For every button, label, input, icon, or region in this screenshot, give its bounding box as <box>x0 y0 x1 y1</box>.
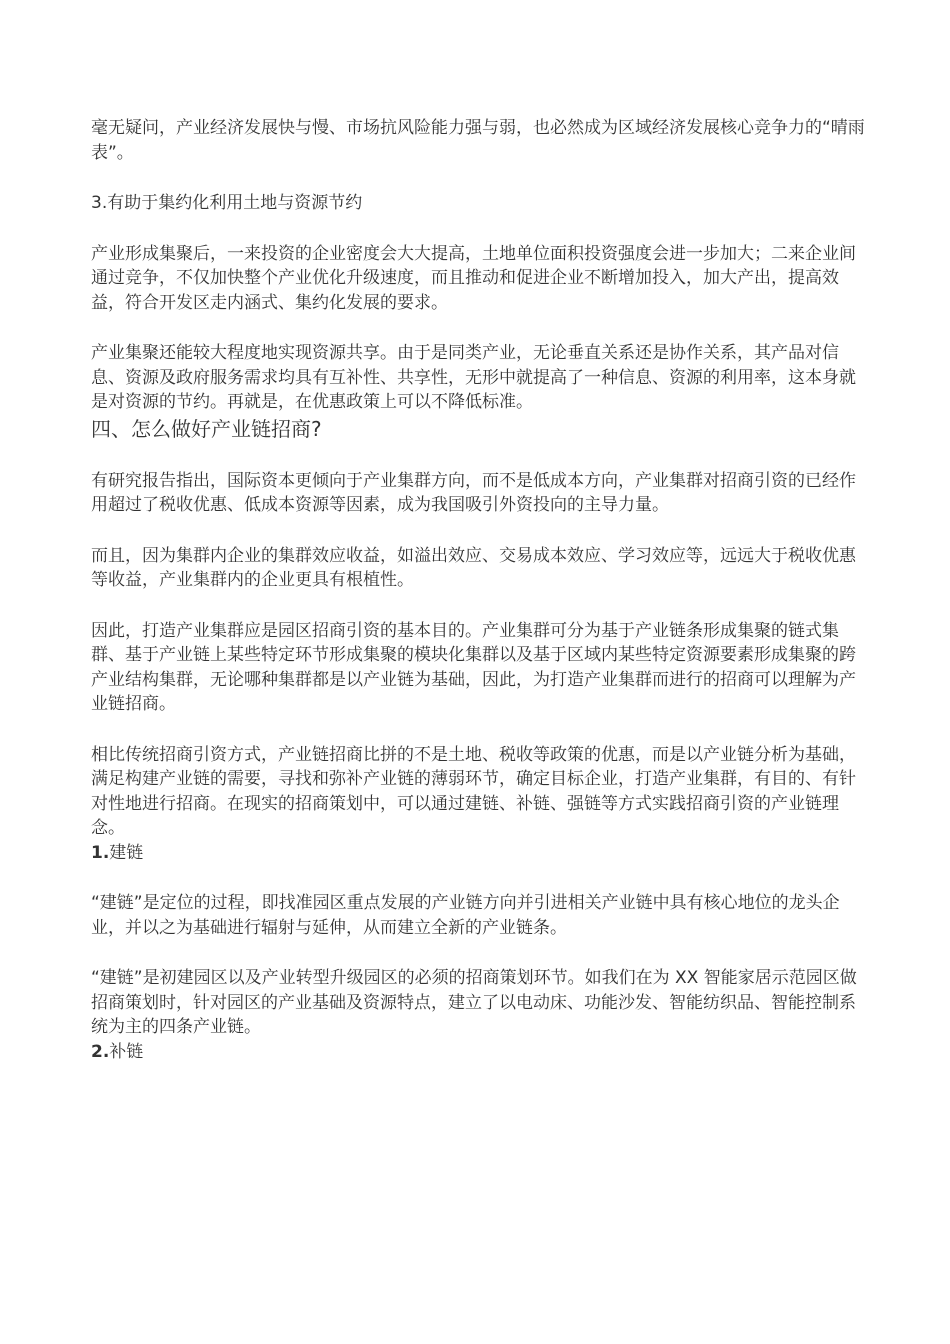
paragraph: “建链”是定位的过程，即找准园区重点发展的产业链方向并引进相关产业链中具有核心地位的龙头企业，并以之为基础进行辐射与延伸，从而建立全新的产业链条。 <box>91 893 840 938</box>
heading-text: 建链 <box>109 842 144 863</box>
paragraph: 有研究报告指出，国际资本更倾向于产业集群方向，而不是低成本方向，产业集群对招商引资的已经作用超过了税收优惠、低成本资源等因素，成为我国吸引外资投向的主导力量。 <box>91 470 856 515</box>
section-heading: 四、怎么做好产业链招商? <box>91 416 322 441</box>
paragraph: 而且，因为集群内企业的集群效应收益，如溢出效应、交易成本效应、学习效应等，远远大于税收优惠等收益，产业集群内的企业更具有根植性。 <box>91 545 856 590</box>
numbered-heading-2 <box>91 1040 866 1065</box>
subheading: 3.有助于集约化利用土地与资源节约 <box>91 193 363 213</box>
paragraph: 毫无疑问，产业经济发展快与慢、市场抗风险能力强与弱，也必然成为区域经济发展核心竞争力的“晴雨表”。 <box>91 118 865 163</box>
paragraph: “建链”是初建园区以及产业转型升级园区的必须的招商策划环节。如我们在为 XX 智能家居示范园区做招商策划时，针对园区的产业基础及资源特点，建立了以电动床、功能沙发、智能纺织品、智能控制系统为主的四条产业链。 <box>91 968 857 1037</box>
paragraph: 因此，打造产业集群应是园区招商引资的基本目的。产业集群可分为基于产业链条形成集聚的链式集群、基于产业链上某些特定环节形成集聚的模块化集群以及基于区域内某些特定资源要素形成集聚的跨产业结构集群，无论哪种集群都是以产业链为基础，因此，为打造产业集群而进行的招商可以理解为产业链招商。 <box>91 620 856 714</box>
paragraph: 产业形成集聚后，一来投资的企业密度会大大提高，土地单位面积投资强度会进一步加大；二来企业间通过竞争，不仅加快整个产业优化升级速度，而且推动和促进企业不断增加投入，加大产出，提高效益，符合开发区走内涵式、集约化发展的要求。 <box>91 243 856 313</box>
paragraph: 相比传统招商引资方式，产业链招商比拼的不是土地、税收等政策的优惠，而是以产业链分析为基础，满足构建产业链的需要，寻找和弥补产业链的薄弱环节，确定目标企业，打造产业集群，有目的、有针对性地进行招商。在现实的招商策划中，可以通过建链、补链、强链等方式实践招商引资的产业链理念。 <box>91 744 856 838</box>
paragraph: 产业集聚还能较大程度地实现资源共享。由于是同类产业，无论垂直关系还是协作关系，其产品对信息、资源及政府服务需求均具有互补性、共享性，无形中就提高了一种信息、资源的利用率，这本身就是对资源的节约。再就是，在优惠政策上可以不降低标准。 <box>91 343 856 412</box>
article-body <box>91 116 866 1064</box>
heading-text: 补链 <box>109 1041 144 1062</box>
numbered-heading-1 <box>91 841 866 866</box>
heading-number: 1. <box>91 842 110 863</box>
heading-number: 2. <box>91 1041 110 1062</box>
